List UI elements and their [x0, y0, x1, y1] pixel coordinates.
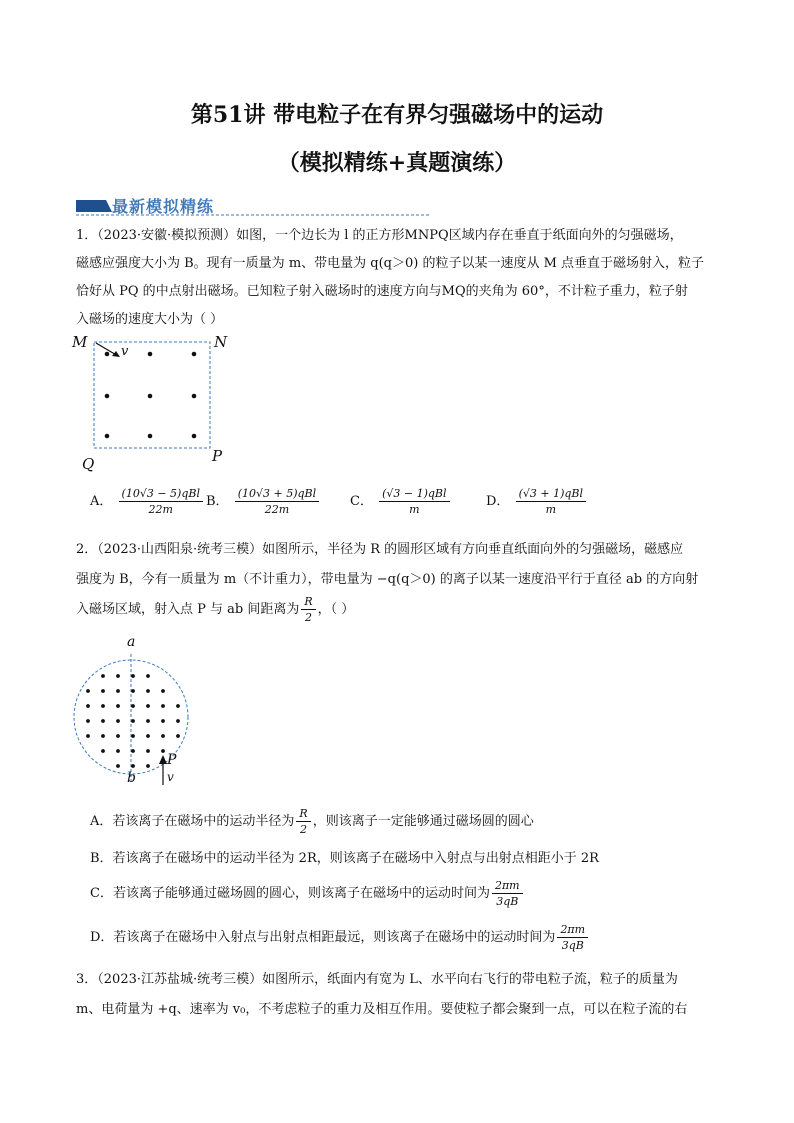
q2-option-a-num: R: [296, 806, 310, 822]
page-subtitle: （模拟精练+真题演练）: [277, 150, 517, 176]
q2-line3-tail: ，（ ）: [317, 602, 355, 617]
field-dot: [116, 764, 120, 768]
q1-option-b-key: B．: [206, 494, 229, 509]
q2-option-c-den: 3qB: [496, 895, 519, 908]
field-dot: [101, 704, 105, 708]
field-dot: [161, 734, 165, 738]
field-dot: [146, 719, 150, 723]
q1-option-d[interactable]: [486, 486, 588, 517]
field-dot: [131, 674, 135, 678]
q2-label-P: P: [167, 752, 177, 768]
q1-option-d-den: m: [545, 503, 557, 516]
q1-option-a-num: (10√3 − 5)qBl: [119, 486, 203, 502]
q2-line3: [76, 594, 724, 625]
field-dot: [161, 749, 165, 753]
q2-option-c-text: C．若该离子能够通过磁场圆的圆心，则该离子在磁场中的运动时间为: [90, 886, 490, 901]
q1-option-d-fraction: [516, 486, 586, 517]
field-dot: [116, 734, 120, 738]
field-dot: [176, 734, 180, 738]
q2-line1: 2．（2023·山西阳泉·统考三模）如图所示，半径为 R 的圆形区域有方向垂直纸面向外的匀强磁场，磁感应: [76, 542, 684, 557]
field-dot: [131, 704, 135, 708]
q2-label-a: a: [127, 634, 136, 650]
field-dot: [116, 719, 120, 723]
field-dot: [86, 689, 90, 693]
q2-line3-den: 2: [305, 611, 312, 624]
q3-line1: 3．（2023·江苏盐城·统考三模）如图所示，纸面内有宽为 L、水平向右飞行的带电粒子流，粒子的质量为: [76, 972, 678, 987]
q2-option-a[interactable]: [90, 806, 534, 837]
q2-option-d-fraction: [557, 922, 588, 953]
q2-option-a-tail: ，则该离子一定能够通过磁场圆的圆心: [312, 814, 534, 829]
q1-label-Q: Q: [82, 455, 95, 473]
q2-line3-text: 入磁场区域，射入点 P 与 ab 间距离为: [76, 602, 300, 617]
field-dot: [116, 749, 120, 753]
q3-line2: m、电荷量为 +q、速率为 v₀，不考虑粒子的重力及相互作用。要使粒子都会聚到一点，可以在粒子流的右: [76, 1002, 688, 1017]
field-dot: [101, 689, 105, 693]
q1-label-M: M: [72, 333, 88, 351]
field-dot: [101, 719, 105, 723]
q2-option-d-text: D．若该离子在磁场中入射点与出射点相距最远，则该离子在磁场中的运动时间为: [90, 930, 556, 945]
field-dot: [161, 704, 165, 708]
field-dot: [116, 674, 120, 678]
q1-option-b-den: 22m: [264, 503, 290, 516]
q1-option-c-key: C．: [350, 494, 373, 509]
q2-option-c-num: 2πm: [492, 878, 523, 894]
q1-option-d-num: (√3 + 1)qBl: [516, 486, 586, 502]
q1-option-b[interactable]: [206, 486, 321, 517]
q1-label-P: P: [212, 447, 223, 465]
q2-option-d-den: 3qB: [561, 939, 584, 952]
section-label: 最新模拟精练: [112, 197, 215, 216]
field-dot: [146, 764, 150, 768]
field-dot: [131, 719, 135, 723]
q2-line3-fraction: [301, 594, 315, 625]
field-dot: [101, 734, 105, 738]
q2-option-c[interactable]: [90, 878, 525, 909]
q1-option-c-num: (√3 − 1)qBl: [379, 486, 449, 502]
field-dot: [86, 734, 90, 738]
field-dot: [161, 719, 165, 723]
field-dot: [131, 764, 135, 768]
page-title: 第51讲 带电粒子在有界匀强磁场中的运动: [190, 102, 604, 128]
field-dot: [116, 689, 120, 693]
field-dot: [116, 704, 120, 708]
field-dot: [176, 719, 180, 723]
q1-option-a-key: A．: [90, 494, 113, 509]
field-dot: [146, 674, 150, 678]
q2-option-d[interactable]: [90, 922, 590, 953]
q1-option-b-fraction: [235, 486, 319, 517]
q2-option-a-text: A．若该离子在磁场中的运动半径为: [90, 814, 295, 829]
field-dot: [101, 749, 105, 753]
q1-option-d-key: D．: [486, 494, 510, 509]
q2-line3-num: R: [301, 594, 315, 610]
q2-line2: 强度为 B，今有一质量为 m（不计重力），带电量为 −q(q＞0) 的离子以某一速度沿平行于直径 ab 的方向射: [76, 572, 699, 587]
field-dot: [131, 734, 135, 738]
field-dot: [86, 704, 90, 708]
field-dot: [146, 704, 150, 708]
q1-line3: 恰好从 PQ 的中点射出磁场。已知粒子射入磁场时的速度方向与MQ的夹角为 60°，不计粒子重力，粒子射: [76, 284, 688, 299]
q1-line1: 1．（2023·安徽·模拟预测）如图，一个边长为 l 的正方形MNPQ区域内存在垂直于纸面向外的匀强磁场，: [76, 228, 683, 243]
q1-line2: 磁感应强度大小为 B。现有一质量为 m、带电量为 q(q＞0) 的粒子以某一速度从 M 点垂直于磁场射入，粒子: [76, 256, 705, 271]
field-dot: [86, 719, 90, 723]
field-dot: [146, 734, 150, 738]
q2-option-c-fraction: [492, 878, 523, 909]
q2-option-b[interactable]: B．若该离子在磁场中的运动半径为 2R，则该离子在磁场中入射点与出射点相距小于 2R: [90, 851, 599, 866]
field-dot: [161, 689, 165, 693]
field-dot: [131, 749, 135, 753]
field-dot: [131, 689, 135, 693]
q1-option-a-fraction: [119, 486, 203, 517]
q1-option-a-den: 22m: [148, 503, 173, 516]
field-dot: [146, 689, 150, 693]
q1-option-b-num: (10√3 + 5)qBl: [235, 486, 319, 502]
q1-line4: 入磁场的速度大小为（ ）: [76, 312, 224, 327]
field-dot: [101, 674, 105, 678]
q1-label-N: N: [214, 333, 228, 351]
q1-option-c-fraction: [379, 486, 449, 517]
q1-option-a[interactable]: [90, 486, 205, 517]
q2-option-a-den: 2: [300, 823, 308, 836]
field-dot: [146, 749, 150, 753]
q2-circle-field-diagram: [70, 640, 200, 790]
q1-option-c[interactable]: [350, 486, 452, 517]
q1-option-c-den: m: [409, 503, 420, 516]
q2-option-a-fraction: [296, 806, 310, 837]
q1-label-v: v: [121, 344, 129, 359]
q2-label-b: b: [127, 770, 136, 786]
q2-option-d-num: 2πm: [557, 922, 588, 938]
field-dot: [176, 704, 180, 708]
q2-label-v: v: [167, 770, 174, 784]
